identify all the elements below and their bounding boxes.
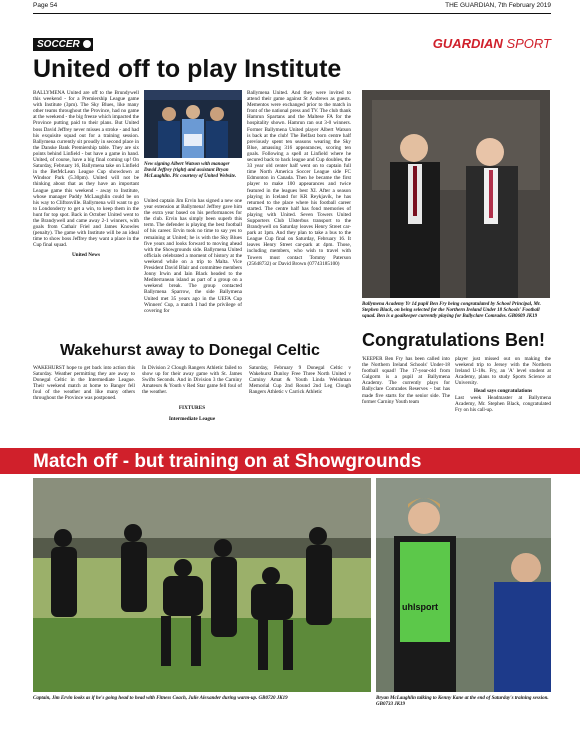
story2-col3: Saturday, February 9 Donegal Celtic v Wakehurst Dunloy Free Three North United v Carniny Amat & Youth Linda Welshman Memorial Cup 2nd Round 2nd Leg Clough Rangers Athletic v Carrick Athletic <box>249 365 351 396</box>
guardian-sport-logo: GUARDIAN SPORT <box>432 36 551 51</box>
story2-col2: In Division 2 Clough Rangers Athletic failed to show up for their away game with St. James Swifts Seconds. And in Division 3 the Carniny Amateurs & Youth v Red Star game fell foul of the weather. FIXTURES Intermediate League <box>142 365 242 422</box>
paper-date: THE GUARDIAN, 7th February 2019 <box>445 2 551 9</box>
page-header <box>33 2 551 12</box>
story1-col3: Ballymena United. And they were invited to attend their game against St Andrews as guests. Mementos were exchanged prior to the match in front of the national press and TV. The club thank Hamrun Spartans and the Maltese FA for the hospitality shown. Hamrun ran out 3-0 winners. Former Ballymena United player Albert Watson is back at the club! The Belfast born centre half previously spent ten seasons wearing the Sky Blue, amassing 316 appearances, scoring ten goals. Following a spell at Linfield where he secured back to back league and Cup doubles, the 33 year old center half went on to captain full time North America Soccer League side FC Edmonton in Canada. Then he became the first player to make 100 appearances and twice featured in the leagues best XI. After a season playing in Iceland for KR Reykjavik, he has returned to the place where his football career started. The centre half has fond memories of playing with United. Seven Towers United Supporters Club Ulsterbus transport to the Brandywell on Saturday leaves Henry Street car-park at 1pm. And they plan to take a bus to the League Cup final on Saturday, February 16. It leaves Henry Street car-park at 4pm. Those, including members, who wish to travel with Towers must contact Tommy Paterson (25648732) or David Brown (07743185100) <box>247 90 351 267</box>
header-rule <box>33 13 551 14</box>
congrats-col1: 'KEEPER Ben Fry has been called into the Northern Ireland Schools' Under-18 football squad! The 17-year-old from Galgorm is a pupil at Ballymena Academy. The currently plays for Ballyclare Comrades Reserves - but has made five starts for the senior side. The former Carniny Youth team <box>362 356 450 405</box>
signing-photo <box>144 90 242 158</box>
story2-col1: WAKEHURST hope to get back into action this Saturday. Weather permitting they are away to Donegal Celtic in the Intermediate League. Their weekend match at home to Banger fell foul of the weather and like many others throughout the Province was postponed. <box>33 365 135 402</box>
story1-headline: United off to play Institute <box>33 55 342 83</box>
story3-headline: Match off - but training on at Showgrounds <box>33 451 422 472</box>
congrats-col2: player just missed out on making the weekend trip to Jersey with the Northern Ireland U-18s. Fry, an 'A' level student at Academy, plans to study Sports Science at University. Head says congratulations Last week Headmaster at Ballymena Academy, Mr. Stephen Black, congratulated Fry on his call-up. <box>455 356 551 413</box>
story1-col1: BALLYMENA United are off to the Brundywell this weekend - for a Premiership League game with Institute (3pm). The Sky Blues, like many other teams throughout the Province, had no game at the weekend - the big freeze which impacted the Province putting paid to their plans. But United boss David Jeffrey never misses a stroke - and had his exquisite squad out for a training session. Ballymena currently sit proudly in second place in the Danske Bank Premiership table. They are six points behind Linfield - but have a game in hand. United, of course, have a big final coming up! On Saturday, February 16, Ballymena take on Linfield in the BetMcLean League Cup showdown at Windsor Park (5.30pm). United will not be thinking about that as they have an important League game this weekend - away to Institute, whose manager Paddy McLaughlin could be on his way to Cliftonville. Ballymena will want to go to Londonderry to get a win, to keep them in the hunt for top spot. Back in October United went to the Brandywell and came away 2-1 winners, with goals from Cathair Friel and James Knowles (penalty). The game with Institute will be an ideal time to show boss Jeffrey they want a place in the Cup final squad. United News <box>33 90 139 259</box>
training-photo-right <box>376 478 551 692</box>
sponsor-logo: uhlsport <box>402 602 438 612</box>
training-caption-left: Captain, Jim Ervin looks as if he's going head to head with Fitness Coach, Julie Alexander during warm-up. GB0720 JK19 <box>33 696 288 701</box>
soccer-section-label: SOCCER <box>33 38 93 51</box>
story2-headline: Wakehurst away to Donegal Celtic <box>60 342 320 359</box>
congratulations-photo <box>362 90 550 298</box>
training-photo-left <box>33 478 371 692</box>
training-caption-right: Bryan McLaughlin talking to Kenny Kane at the end of Saturday's training session. GB0733 JK19 <box>376 696 549 707</box>
congratulations-headline: Congratulations Ben! <box>362 330 545 350</box>
congratulations-caption: Ballymena Academy Yr 14 pupil Ben Fry being congratulated by School Principal, Mr. Stephen Black, on being selected for the Northern Ireland Under 18 Schools' Football squad. Ben is a goalkeeper currently playing for Ballyclare Comrades. GB0609 JK19 <box>362 302 541 319</box>
signing-photo-caption: New signing Albert Watson with manager David Jeffrey (right) and assistant Bryan McLaughlin. Pic courtesy of United Website. <box>144 162 237 179</box>
story3-banner <box>0 448 580 474</box>
football-icon <box>83 40 91 48</box>
page-number: Page 54 <box>33 2 58 9</box>
story1-col2: United captain Jim Ervin has signed a new one year extension at Ballymena! Jeffrey gave him the extra year based on his performances for the club. Ervin has simply been superb this term. The defender is playing the best football of his career. Ervin took no time to say yes to remaining at United; he is with the Sky Blues five years and looks forward to moving ahead with the Showgrounds side. Ballymena United officials celebrated a moment of history at the weekend while on a trip to Malta. Vice President David Blair and committee members Jonny Irwin and Iain Black headed to the Mediterranean island as part of a group on a weekend break. The group contacted Ballymena Sparrow, the side Ballymena United met 35 years ago in the UEFA Cup Winners' Cup, a match I had the privilege of covering for <box>144 198 242 314</box>
